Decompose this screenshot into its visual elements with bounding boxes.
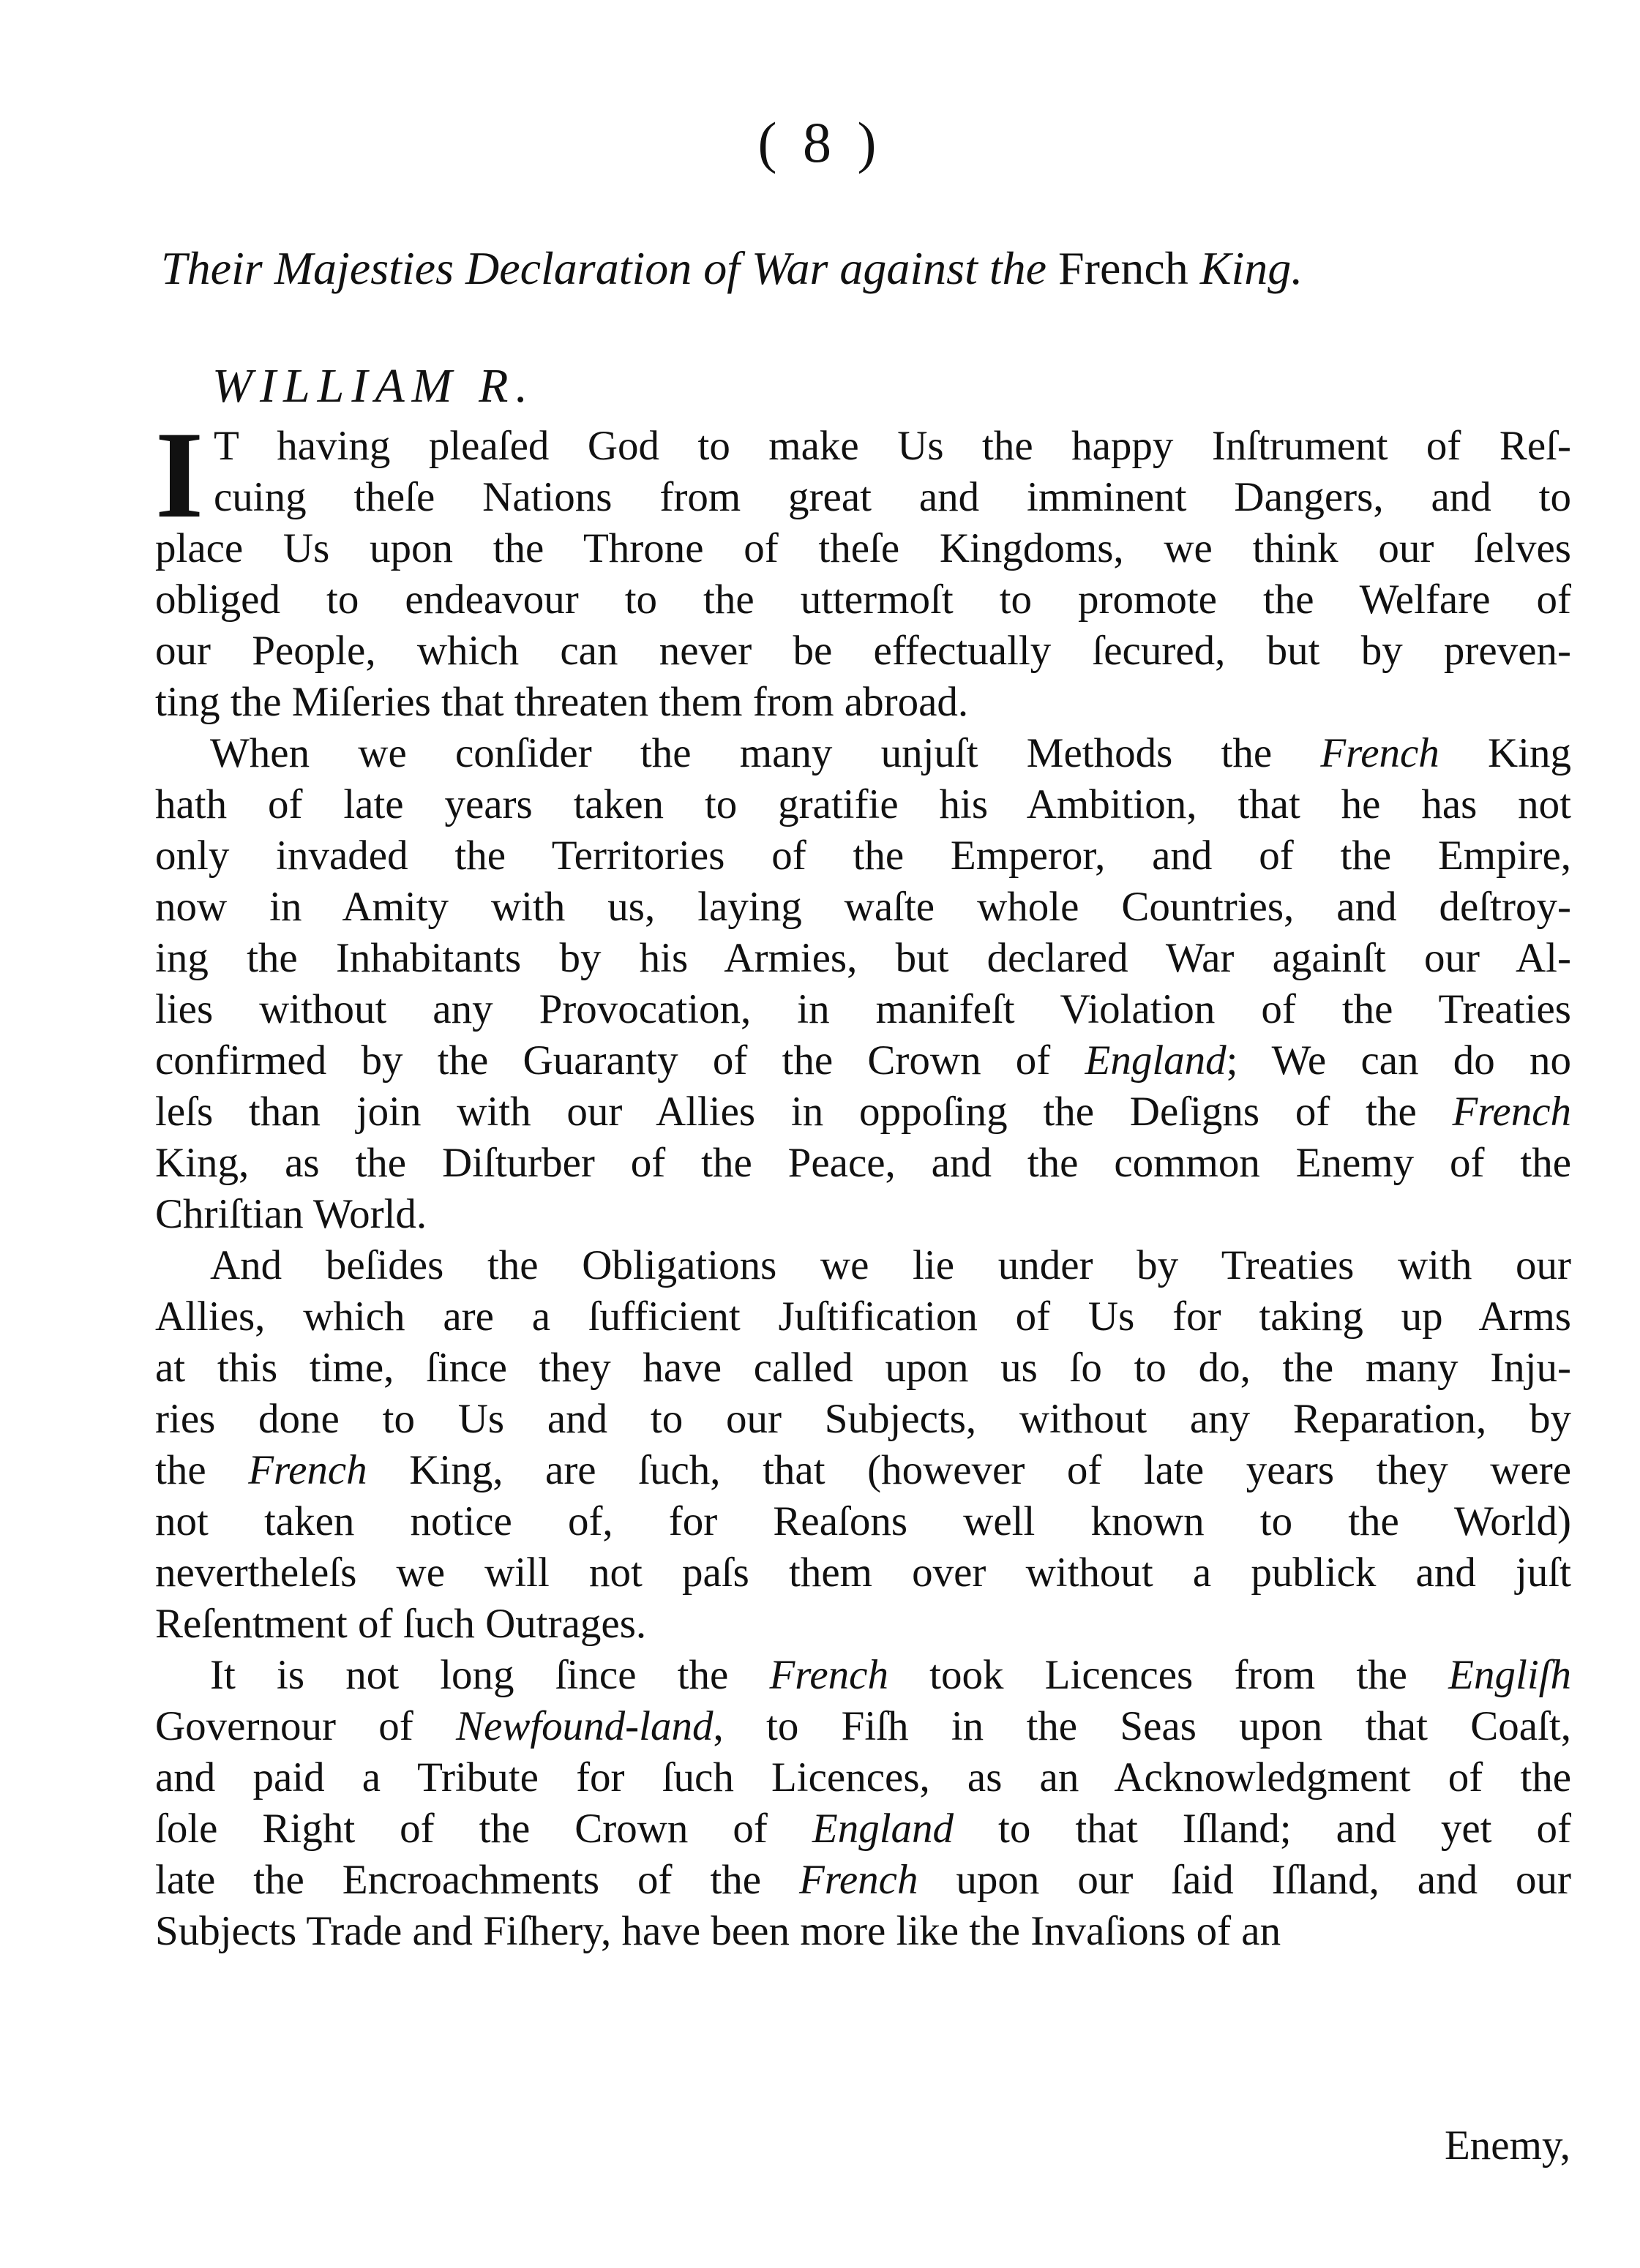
line-segment: to that Iſland; and yet of bbox=[954, 1806, 1571, 1852]
line-segment: Reſentment of ſuch Outrages. bbox=[155, 1601, 647, 1647]
paragraph bbox=[155, 728, 1571, 1240]
line-segment: ſole Right of the Crown of bbox=[155, 1806, 812, 1852]
text-line bbox=[155, 882, 1571, 933]
line-segment: and paid a Tribute for ſuch Licences, as an Acknowledgment of the bbox=[155, 1754, 1571, 1800]
text-line bbox=[155, 1701, 1571, 1752]
paragraph bbox=[155, 406, 1571, 728]
line-segment: Chriſtian World. bbox=[155, 1191, 427, 1237]
line-segment: confirmed by the Guaranty of the Crown of bbox=[155, 1037, 1085, 1084]
text-line bbox=[155, 1906, 1571, 1957]
page-number: ( 8 ) bbox=[757, 110, 883, 174]
text-line bbox=[155, 1394, 1571, 1445]
line-segment: obliged to endeavour to the uttermoſt to promote the Welfare of bbox=[155, 577, 1571, 623]
line-segment: ; We can do no bbox=[1226, 1037, 1571, 1084]
line-segment: at this time, ſince they have called upon us ſo to do, the many Inju- bbox=[155, 1345, 1571, 1391]
declaration-body bbox=[155, 406, 1572, 1957]
paragraph bbox=[155, 1650, 1571, 1957]
line-segment: Governour of bbox=[155, 1703, 456, 1749]
text-line bbox=[155, 1189, 1571, 1240]
line-segment: upon our ſaid Iſland, and our bbox=[918, 1857, 1571, 1903]
line-segment: It is not long ſince the bbox=[210, 1652, 770, 1698]
royal-signature: WILLIAM R. bbox=[212, 359, 535, 413]
line-segment: , to Fiſh in the Seas upon that Coaſt, bbox=[713, 1703, 1571, 1749]
text-line bbox=[155, 933, 1571, 984]
title-tail: King. bbox=[1199, 242, 1303, 294]
title-roman-part: French bbox=[1058, 242, 1188, 294]
title-italic-part: Their Majesties Declaration of War against the bbox=[161, 242, 1047, 294]
line-segment: nevertheleſs we will not paſs them over without a publick and juſt bbox=[155, 1550, 1571, 1596]
line-segment: only invaded the Territories of the Emperor, and of the Empire, bbox=[155, 833, 1571, 879]
text-line bbox=[155, 779, 1571, 830]
text-line bbox=[155, 1138, 1571, 1189]
text-line bbox=[155, 1752, 1571, 1803]
line-segment: ing the Inhabitants by his Armies, but declared War againſt our Al- bbox=[155, 935, 1571, 981]
line-segment: ting the Miſeries that threaten them from abroad. bbox=[155, 679, 969, 725]
text-line bbox=[155, 1291, 1571, 1343]
declaration-title bbox=[161, 241, 1566, 296]
italic-word: French bbox=[799, 1857, 918, 1903]
line-segment: place Us upon the Throne of theſe Kingdoms, we think our ſelves bbox=[155, 525, 1571, 571]
line-segment: Allies, which are a ſufficient Juſtification of Us for taking up Arms bbox=[155, 1293, 1571, 1340]
line-segment: Subjects Trade and Fiſhery, have been more like the Invaſions of an bbox=[155, 1908, 1281, 1954]
text-line bbox=[155, 626, 1571, 677]
line-segment: took Licences from the bbox=[888, 1652, 1449, 1698]
italic-word: Newfound-land bbox=[456, 1703, 714, 1749]
text-line bbox=[155, 1803, 1571, 1855]
paragraph bbox=[155, 1240, 1571, 1650]
text-line bbox=[155, 677, 1571, 728]
italic-word: England bbox=[812, 1806, 954, 1852]
text-line bbox=[155, 1343, 1571, 1394]
text-line bbox=[155, 1035, 1571, 1086]
text-line bbox=[155, 1599, 1571, 1650]
line-segment: leſs than join with our Allies in oppoſing the Deſigns of the bbox=[155, 1089, 1453, 1135]
line-segment: When we conſider the many unjuſt Methods the bbox=[210, 730, 1321, 776]
italic-word: French bbox=[769, 1652, 888, 1698]
line-segment: hath of late years taken to gratifie his Ambition, that he has not bbox=[155, 781, 1571, 827]
line-segment: T having pleaſed God to make Us the happy Inſtrument of Reſ- bbox=[214, 423, 1571, 469]
text-line bbox=[155, 523, 1571, 574]
line-segment: cuing theſe Nations from great and imminent Dangers, and to bbox=[214, 474, 1571, 520]
text-line bbox=[155, 1496, 1571, 1547]
line-segment: our People, which can never be effectually ſecured, but by preven- bbox=[155, 628, 1571, 674]
italic-word: French bbox=[1320, 730, 1439, 776]
italic-word: French bbox=[248, 1447, 367, 1493]
text-line bbox=[155, 472, 1571, 523]
catchword: Enemy, bbox=[1444, 2122, 1570, 2169]
text-line bbox=[155, 830, 1571, 882]
italic-word: French bbox=[1452, 1089, 1571, 1135]
text-line bbox=[155, 1855, 1571, 1906]
text-line bbox=[155, 728, 1571, 779]
line-segment: And beſides the Obligations we lie under by Treaties with our bbox=[210, 1242, 1571, 1288]
italic-word: England bbox=[1085, 1037, 1227, 1084]
line-segment: King, are ſuch, that (however of late years they were bbox=[367, 1447, 1571, 1493]
drop-cap: I bbox=[155, 406, 204, 544]
line-segment: the bbox=[155, 1447, 249, 1493]
italic-word: Engliſh bbox=[1448, 1652, 1571, 1698]
text-line bbox=[155, 1547, 1571, 1599]
line-segment: not taken notice of, for Reaſons well known to the World) bbox=[155, 1498, 1571, 1544]
text-line bbox=[155, 1086, 1571, 1138]
line-segment: King, as the Diſturber of the Peace, and the common Enemy of the bbox=[155, 1140, 1571, 1186]
line-segment: ries done to Us and to our Subjects, without any Reparation, by bbox=[155, 1396, 1571, 1442]
line-segment: King bbox=[1439, 730, 1572, 776]
text-line bbox=[155, 1445, 1571, 1496]
text-line bbox=[155, 421, 1571, 472]
line-segment: late the Encroachments of the bbox=[155, 1857, 799, 1903]
line-segment: lies without any Provocation, in manifeſt Violation of the Treaties bbox=[155, 986, 1571, 1032]
line-segment: now in Amity with us, laying waſte whole Countries, and deſtroy- bbox=[155, 884, 1571, 930]
text-line bbox=[155, 1650, 1571, 1701]
text-line bbox=[155, 1240, 1571, 1291]
text-line bbox=[155, 574, 1571, 626]
text-line bbox=[155, 984, 1571, 1035]
